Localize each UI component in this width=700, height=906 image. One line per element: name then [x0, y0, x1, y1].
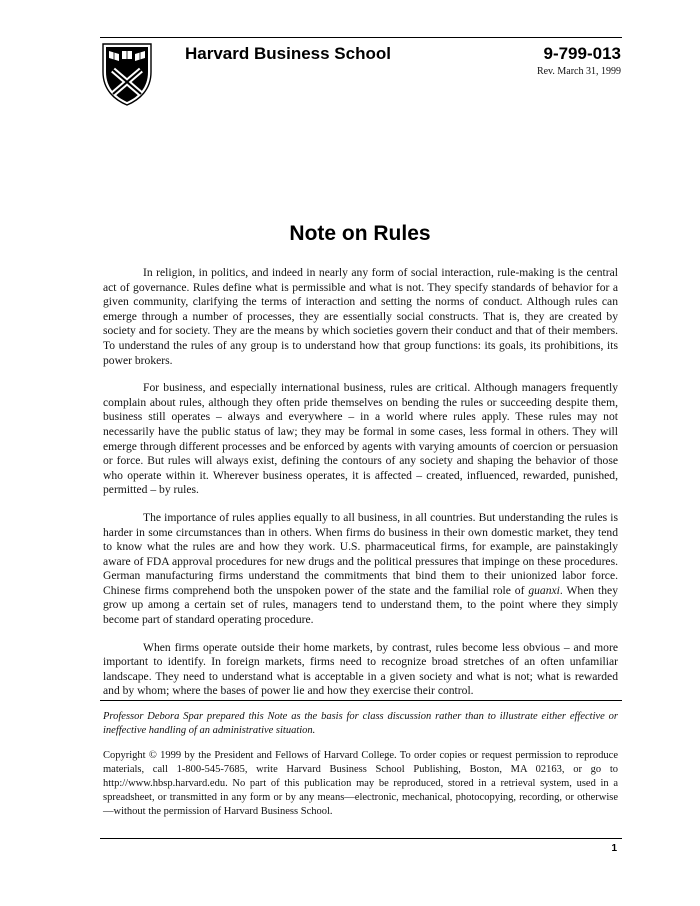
- body-paragraph-2: For business, and especially international business, rules are critical. Although managers frequently complain about rules, although they often pride themselves on bending the rules or succeeding despite them, business still operates – always and everywhere – in a world where rules apply. These rules may not necessarily have the public status of law; they may be formal in some cases, less formal in others. They will emerge through different processes and be enforced by agents with varying amounts of coercion or persuasion or force. But rules will always exist, defining the contours of any society and shaping the behavior of those who operate within it. Wherever business operates, it is affected – created, influenced, rewarded, punished, permitted – by rules.: [103, 381, 618, 497]
- body-paragraph-4: When firms operate outside their home markets, by contrast, rules become less obvious – and more important to identify. In foreign markets, firms need to recognize broad stretches of an often unfamiliar landscape. They need to understand what is acceptable in a given society and what is not; what is rewarded and by whom; where the bases of power lie and how they exercise their control.: [103, 640, 618, 698]
- page-number: 1: [611, 843, 617, 854]
- footer-rule: [100, 838, 622, 839]
- school-name: Harvard Business School: [185, 44, 391, 63]
- copyright-notice: Copyright © 1999 by the President and Fellows of Harvard College. To order copies or request permission to reproduce materials, call 1-800-545-7685, write Harvard Business School Publishing, Boston, MA 02163, or go to http://www.hbsp.harvard.edu. No part of this publication may be reproduced, stored in a retrieval system, used in a spreadsheet, or transmitted in any form or by any means—electronic, mechanical, photocopying, recording, or otherwise—without the permission of Harvard Business School.: [103, 750, 618, 817]
- document-body: [103, 266, 618, 712]
- body-paragraph-3: [103, 511, 618, 628]
- document-title: Note on Rules: [289, 222, 431, 245]
- author-note: Professor Debora Spar prepared this Note as the basis for class discussion rather than to illustrate either effective or ineffective handling of an administrative situation.: [103, 711, 618, 736]
- paragraph-3-text-start: The importance of rules applies equally to all business, in all countries. But understanding the rules is harder in some circumstances than in others. When firms do business in their own domestic market, they tend to know what the rules are and how they work. U.S. pharmaceutical firms, for example, are painstakingly aware of FDA approval procedures for new drugs and the political pressures that impinge on these procedures. German manufacturing firms understand the commitments that bind them to their unionized labor force. Chinese firms comprehend both the unspoken power of the state and the familial role of: [103, 510, 618, 597]
- revision-date: Rev. March 31, 1999: [536, 66, 621, 77]
- guanxi-term: guanxi: [528, 583, 560, 597]
- body-paragraph-1: In religion, in politics, and indeed in nearly any form of social interaction, rule-making is the central act of governance. Rules define what is permissible and what is not. They specify standards of behavior for a given community, clarifying the terms of interaction and setting the norms of conduct. Although rules can emerge through a number of processes, they are essentially social constructs. That is, they are created by society and for society. They are the means by which societies govern their conduct and that of their members. To understand the rules of any group is to understand how that group functions: its goals, its prohibitions, its power brokers.: [103, 266, 618, 367]
- case-number: 9-799-013: [543, 44, 621, 63]
- harvard-crest-icon: [101, 42, 153, 106]
- footnote-rule: [100, 700, 622, 701]
- header-rule: [100, 37, 622, 38]
- paragraph-3-text-end: . When they grow up among a certain set of rules, managers tend to understand them, to the point where they simply become part of standard operating procedure.: [103, 583, 618, 627]
